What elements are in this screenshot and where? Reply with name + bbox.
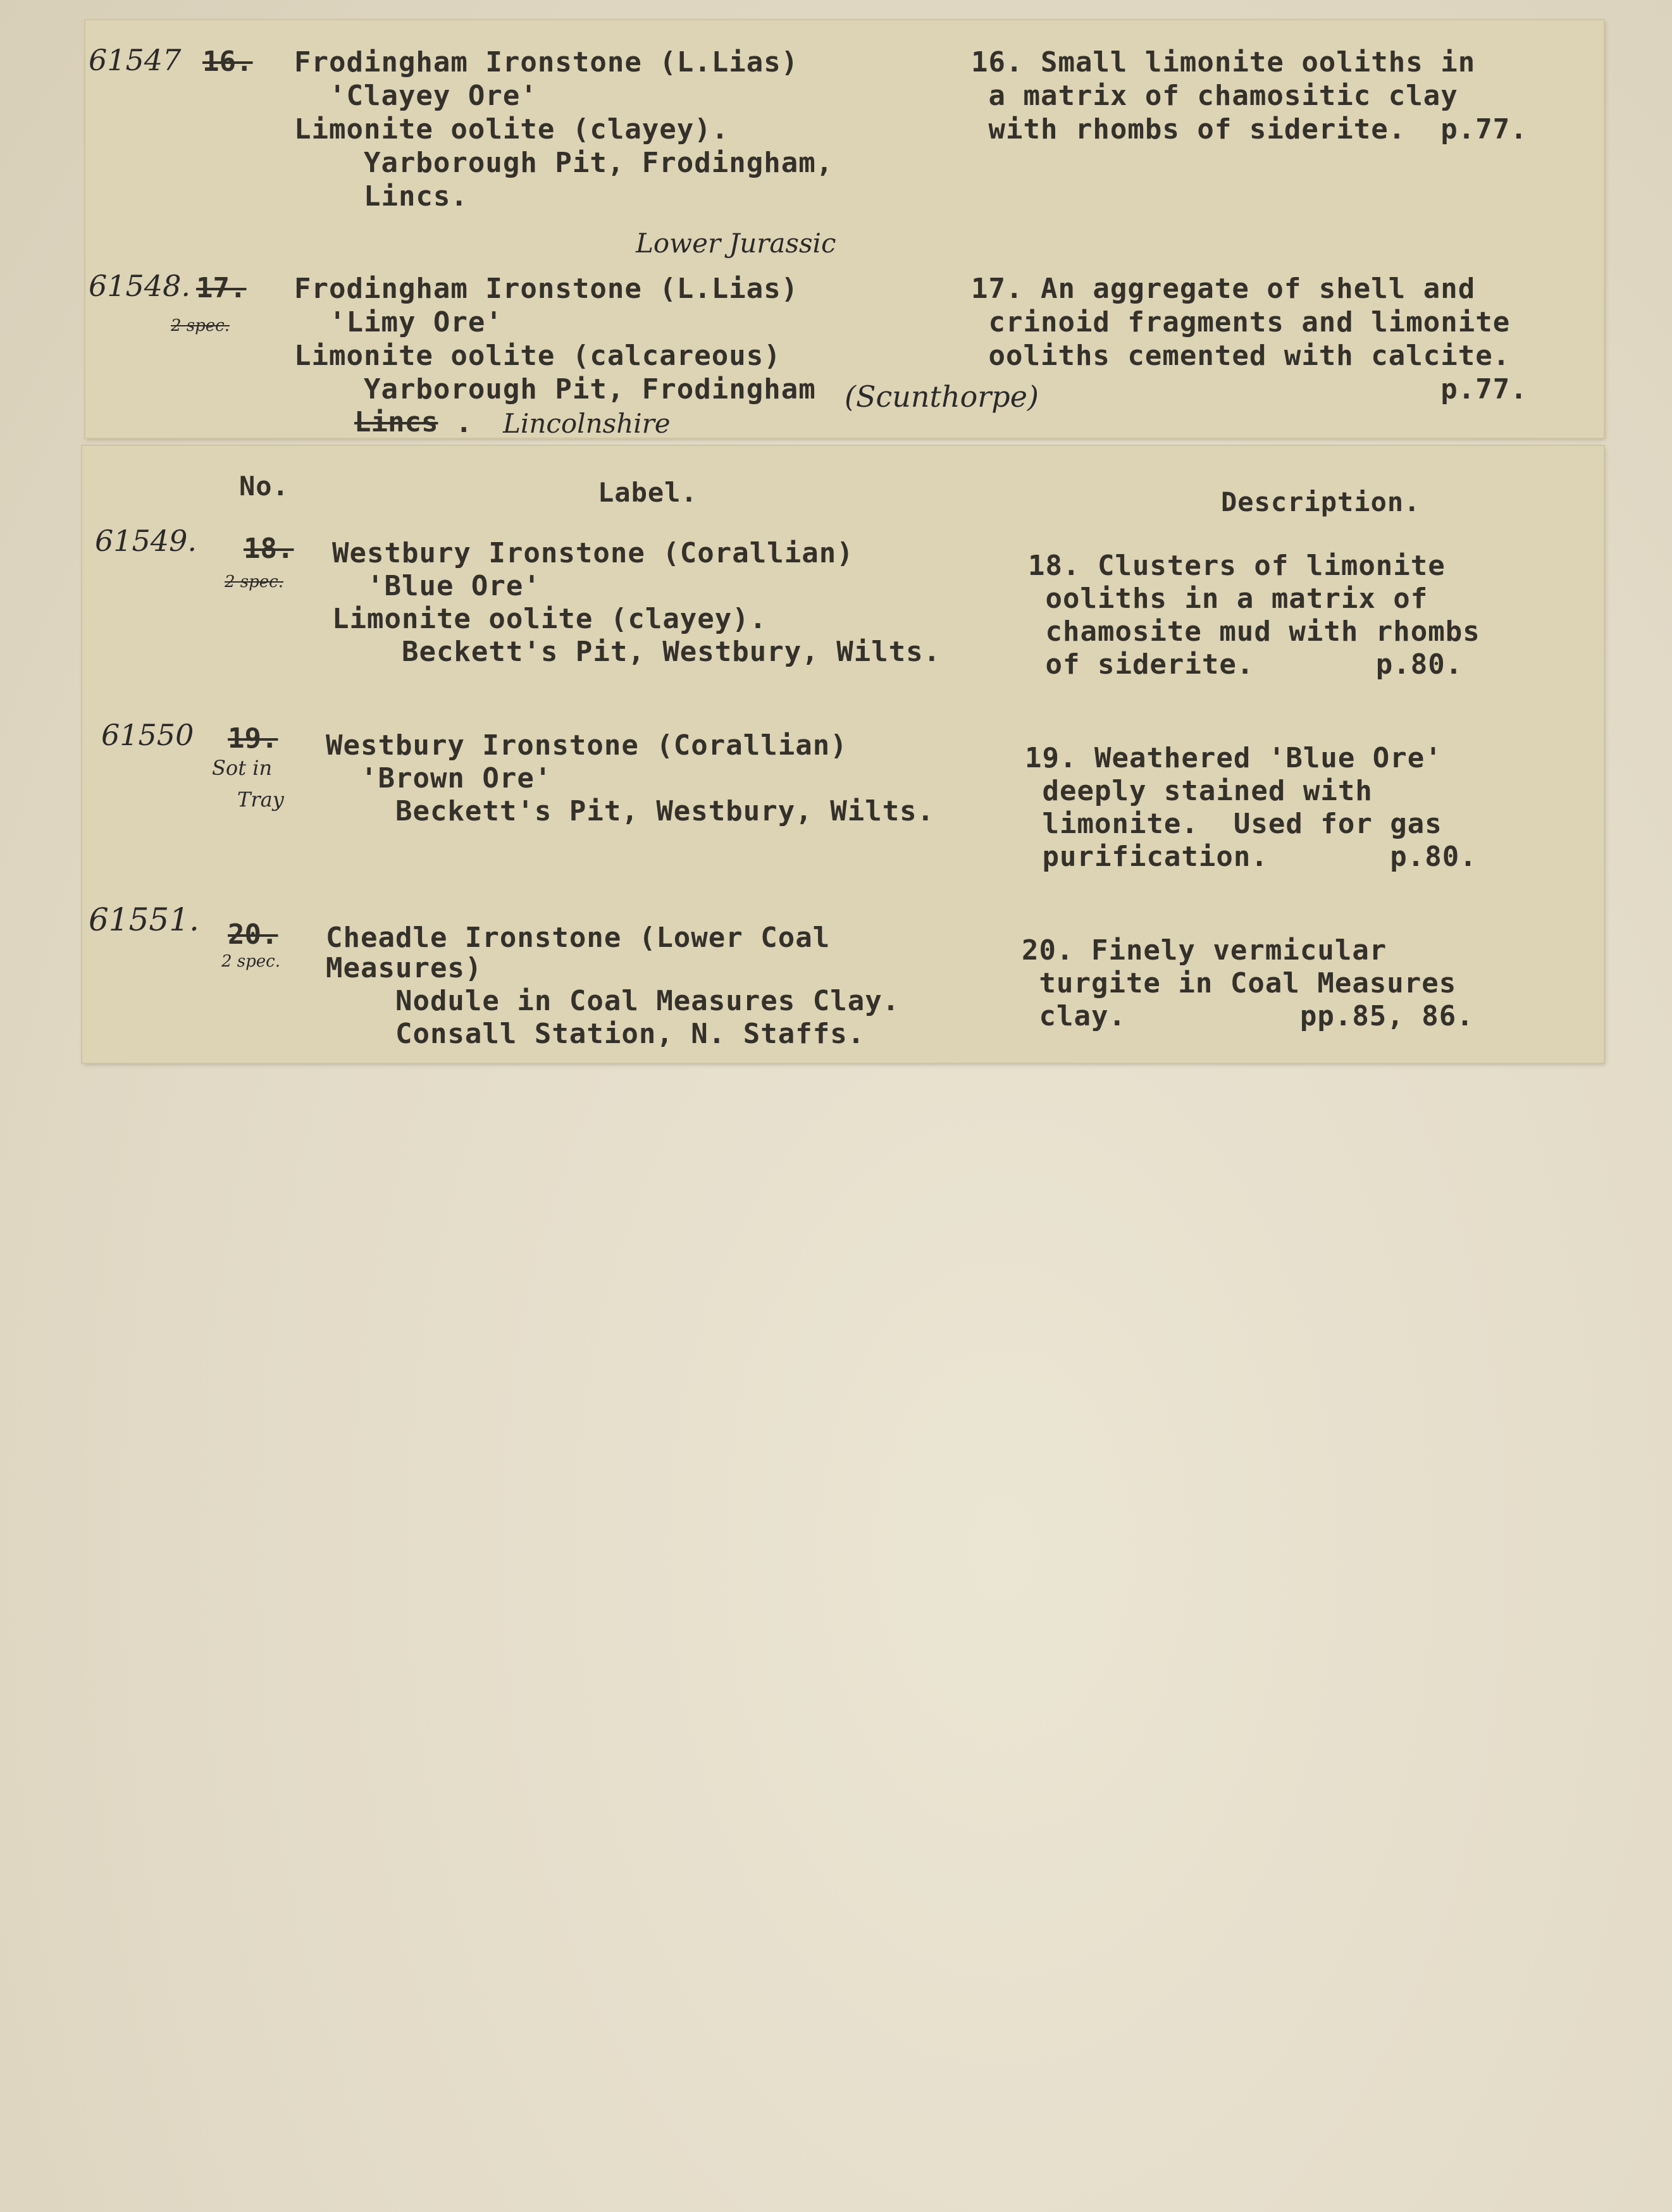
handwritten-catalogue-number: 61549.	[95, 524, 197, 558]
label-line: Beckett's Pit, Westbury, Wilts.	[326, 795, 935, 827]
description-line: deeply stained with	[1025, 775, 1373, 807]
handwritten-catalogue-number: 61550	[101, 718, 194, 752]
description-line: clay. pp.85, 86.	[1022, 1000, 1474, 1032]
description-line: turgite in Coal Measures	[1022, 967, 1457, 999]
label-line: .	[455, 407, 473, 439]
description-line: chamosite mud with rhombs	[1028, 615, 1480, 648]
label-line: Limonite oolite (clayey).	[294, 113, 729, 145]
label-line: Cheadle Ironstone (Lower Coal	[326, 922, 831, 954]
struck-specimen-number: 18.	[244, 533, 294, 565]
column-header-description: Description.	[1221, 486, 1421, 517]
label-line: 'Brown Ore'	[326, 762, 552, 794]
label-line: 'Limy Ore'	[294, 306, 503, 338]
description-line: 20. Finely vermicular	[1022, 934, 1387, 967]
label-line: Westbury Ironstone (Corallian)	[332, 537, 854, 569]
label-line: Limonite oolite (calcareous)	[294, 340, 781, 372]
struck-specimen-number: 17.	[196, 272, 247, 304]
label-line: 'Clayey Ore'	[294, 80, 538, 112]
handwritten-specimen-count: 2 spec.	[221, 952, 281, 971]
description-line: ooliths cemented with calcite.	[971, 340, 1511, 372]
description-line: 17. An aggregate of shell and	[971, 273, 1476, 305]
struck-specimen-number: 19.	[228, 722, 278, 755]
description-line: of siderite. p.80.	[1028, 648, 1463, 681]
handwritten-note: (Scunthorpe)	[845, 380, 1039, 414]
description-line: limonite. Used for gas	[1025, 808, 1442, 840]
label-line: 'Blue Ore'	[332, 570, 541, 602]
label-line: Westbury Ironstone (Corallian)	[326, 729, 848, 762]
description-line: crinoid fragments and limonite	[971, 306, 1511, 338]
struck-specimen-number: 16.	[202, 46, 253, 78]
handwritten-note: Sot in	[212, 756, 273, 780]
label-line: Consall Station, N. Staffs.	[326, 1018, 865, 1050]
label-line: Nodule in Coal Measures Clay.	[326, 985, 900, 1017]
label-line: Frodingham Ironstone (L.Lias)	[294, 46, 799, 78]
struck-specimen-number: 20.	[228, 918, 278, 951]
column-header-no: No.	[239, 471, 289, 502]
description-line: with rhombs of siderite. p.77.	[971, 113, 1528, 145]
description-line: 16. Small limonite ooliths in	[971, 46, 1476, 78]
column-header-label: Label.	[598, 477, 698, 508]
struck-county: Lincs	[354, 406, 438, 438]
description-line: p.77.	[971, 373, 1528, 405]
label-line: Limonite oolite (clayey).	[332, 603, 767, 635]
description-line: ooliths in a matrix of	[1028, 583, 1428, 615]
label-line: Yarborough Pit, Frodingham	[294, 373, 816, 405]
label-line: Lincs.	[294, 180, 468, 213]
handwritten-catalogue-number: 61548.	[89, 269, 190, 303]
handwritten-note: Lincolnshire	[503, 408, 671, 439]
description-line: 19. Weathered 'Blue Ore'	[1025, 742, 1442, 774]
label-line: Beckett's Pit, Westbury, Wilts.	[332, 636, 941, 668]
label-line: Measures)	[326, 952, 483, 984]
description-line: a matrix of chamositic clay	[971, 80, 1458, 112]
handwritten-catalogue-number: 61547	[89, 43, 182, 77]
label-line: Yarborough Pit, Frodingham,	[294, 147, 834, 179]
label-line: Frodingham Ironstone (L.Lias)	[294, 273, 799, 305]
description-line: 18. Clusters of limonite	[1028, 550, 1446, 582]
description-line: purification. p.80.	[1025, 841, 1477, 873]
handwritten-note: Lower Jurassic	[636, 228, 836, 259]
handwritten-note: Tray	[237, 788, 284, 812]
handwritten-specimen-count: 2 spec.	[225, 572, 284, 591]
handwritten-specimen-count: 2 spec.	[171, 316, 230, 335]
handwritten-catalogue-number: 61551.	[89, 901, 199, 938]
